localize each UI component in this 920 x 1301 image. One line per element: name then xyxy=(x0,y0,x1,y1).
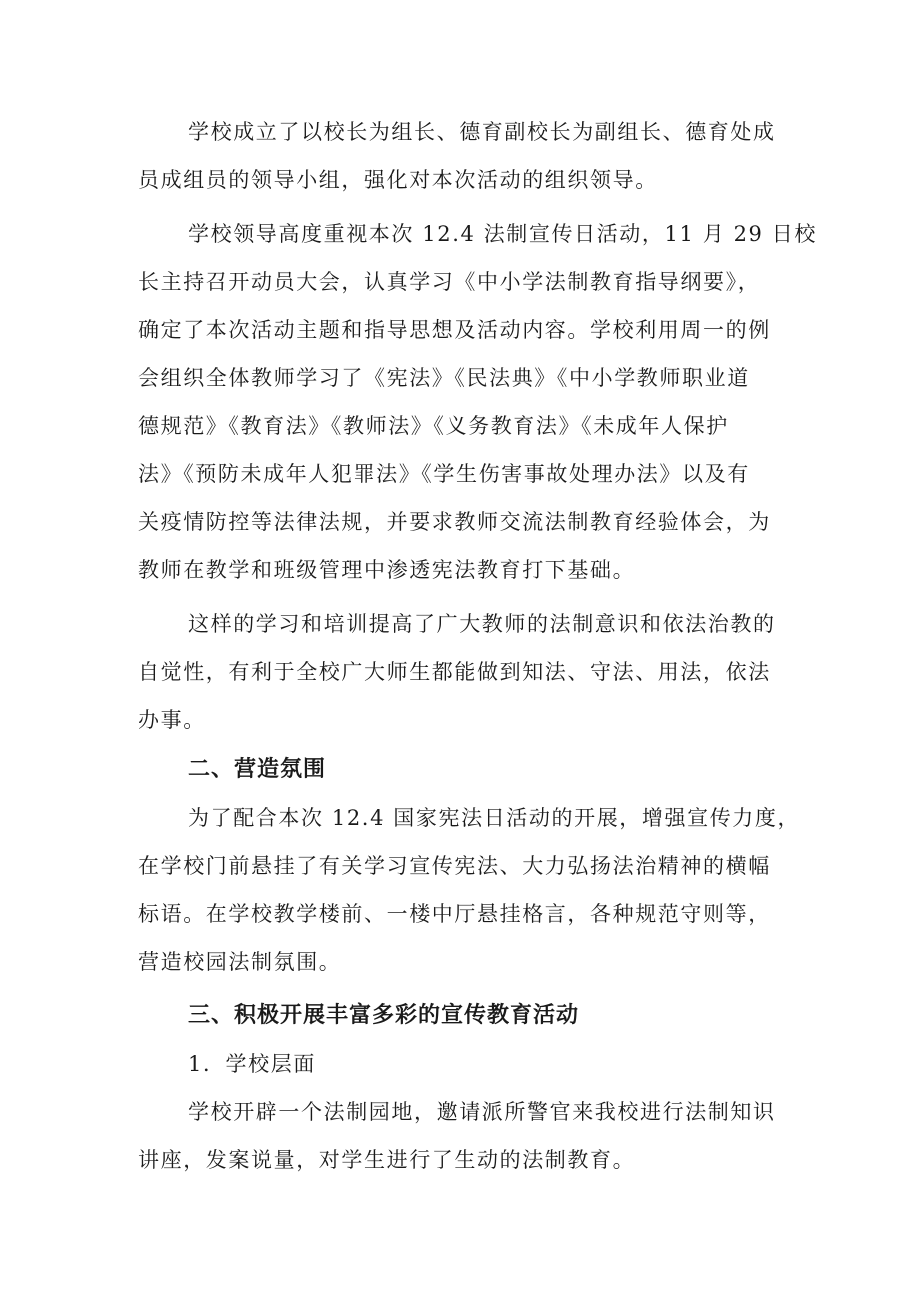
text-line: 办事。 xyxy=(138,708,206,732)
text-line: 法》《预防未成年人犯罪法》《学生伤害事故处理办法》以及有 xyxy=(138,462,750,486)
section-heading-atmosphere: 二、营造氛围 xyxy=(188,757,327,782)
subheading-school-level: 1．学校层面 xyxy=(188,1052,316,1076)
text-line: 营造校园法制氛围。 xyxy=(138,950,342,974)
text-line: 会组织全体教师学习了《宪法》《民法典》《中小学教师职业道 xyxy=(138,366,750,390)
section-heading-activities: 三、积极开展丰富多彩的宣传教育活动 xyxy=(188,1003,580,1028)
text-line: 确定了本次活动主题和指导思想及活动内容。学校利用周一的例 xyxy=(138,318,771,342)
text-line: 自觉性，有利于全校广大师生都能做到知法、守法、用法，依法 xyxy=(138,660,771,684)
text-line: 关疫情防控等法律法规，并要求教师交流法制教育经验体会，为 xyxy=(138,510,771,534)
paragraph-banners xyxy=(138,794,801,986)
paragraph-leadership-group xyxy=(138,108,793,204)
text-line: 德规范》《教育法》《教师法》《义务教育法》《未成年人保护 xyxy=(138,414,729,438)
text-line: 学校领导高度重视本次 12.4 法制宣传日活动，11 月 29 日校 xyxy=(188,222,817,246)
text-line: 长主持召开动员大会，认真学习《中小学法制教育指导纲要》， xyxy=(138,270,761,294)
text-line: 学校开辟一个法制园地，邀请派所警官来我校进行法制知识 xyxy=(188,1100,776,1124)
text-line: 讲座，发案说量，对学生进行了生动的法制教育。 xyxy=(138,1148,636,1172)
text-line: 为了配合本次 12.4 国家宪法日活动的开展，增强宣传力度， xyxy=(188,806,801,830)
text-line: 教师在教学和班级管理中渗透宪法教育打下基础。 xyxy=(138,558,636,582)
text-line: 标语。在学校教学楼前、一楼中厅悬挂格言，各种规范守则等， xyxy=(138,902,771,926)
document-body xyxy=(138,108,817,1184)
paragraph-legal-garden xyxy=(138,1088,793,1184)
text-line: 这样的学习和培训提高了广大教师的法制意识和依法治教的 xyxy=(188,612,776,636)
paragraph-mobilization-meeting xyxy=(138,210,817,594)
paragraph-training-result xyxy=(138,600,793,744)
text-line: 员成组员的领导小组，强化对本次活动的组织领导。 xyxy=(138,168,658,192)
text-line: 在学校门前悬挂了有关学习宣传宪法、大力弘扬法治精神的横幅 xyxy=(138,854,771,878)
text-line: 学校成立了以校长为组长、德育副校长为副组长、德育处成 xyxy=(188,120,776,144)
